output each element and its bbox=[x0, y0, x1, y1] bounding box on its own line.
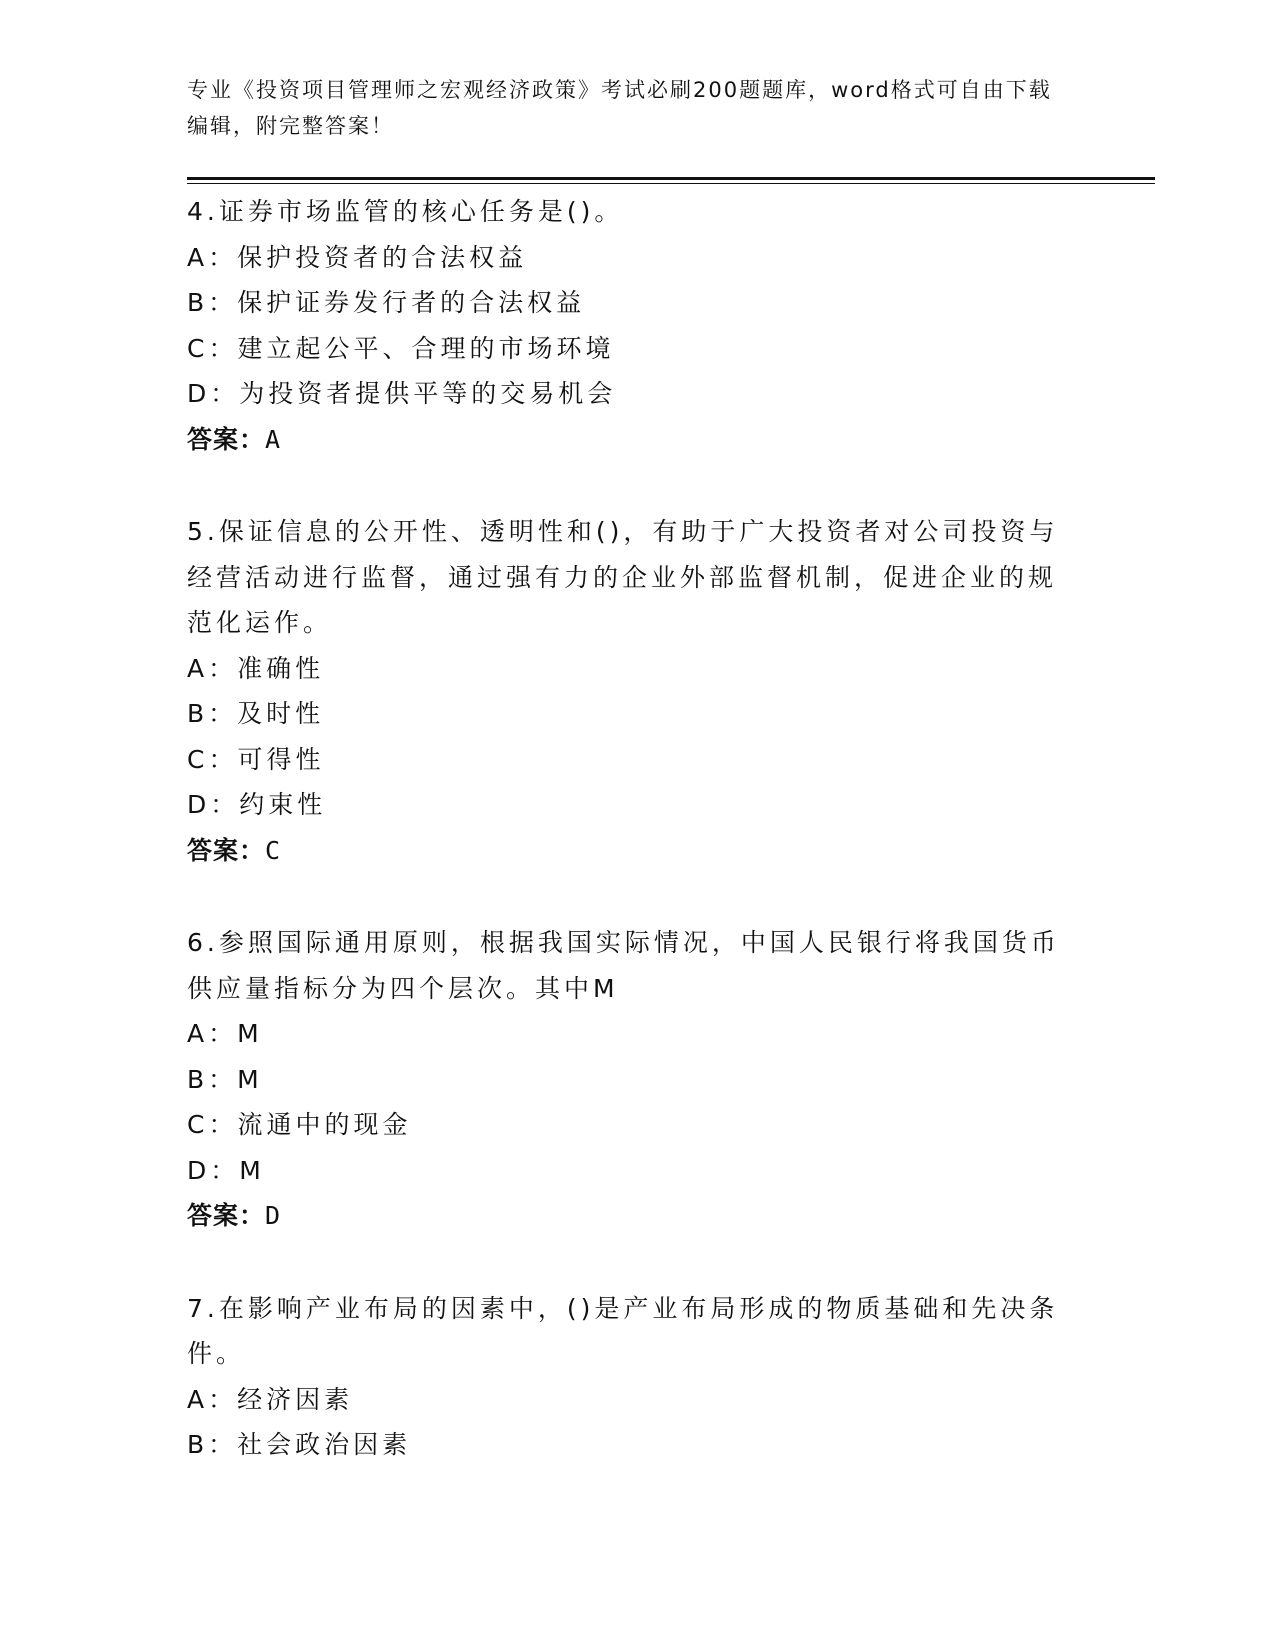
option-a: A：保护投资者的合法权益 bbox=[187, 242, 528, 272]
option-a: A：准确性 bbox=[187, 653, 325, 683]
question-list bbox=[187, 189, 1067, 1515]
question-7 bbox=[187, 1286, 1067, 1468]
option-b: B：M bbox=[187, 1064, 263, 1094]
option-d: D：M bbox=[187, 1155, 265, 1185]
option-a: A：M bbox=[187, 1019, 263, 1048]
option-b: B：及时性 bbox=[187, 699, 325, 728]
answer bbox=[187, 1193, 1067, 1239]
question-6 bbox=[187, 920, 1067, 1239]
option-b: B：保护证券发行者的合法权益 bbox=[187, 288, 586, 317]
option-c: C：可得性 bbox=[187, 744, 325, 774]
answer-value: A bbox=[265, 424, 282, 454]
option-c: C：建立起公平、合理的市场环境 bbox=[187, 333, 615, 363]
option-b: B：社会政治因素 bbox=[187, 1430, 412, 1459]
question-stem: 6.参照国际通用原则，根据我国实际情况，中国人民银行将我国货币供应量指标分为四个层次。其中M bbox=[187, 928, 1060, 1003]
answer-label: 答案： bbox=[187, 424, 266, 454]
document-header: 专业《投资项目管理师之宏观经济政策》考试必刷200题题库，word格式可自由下载编辑，附完整答案！ bbox=[187, 78, 1052, 138]
option-d: D：约束性 bbox=[187, 790, 327, 819]
question-stem: 7.在影响产业布局的因素中，()是产业布局形成的物质基础和先决条件。 bbox=[187, 1293, 1059, 1368]
answer-label: 答案： bbox=[187, 1201, 266, 1230]
option-a: A：经济因素 bbox=[187, 1384, 354, 1414]
question-5 bbox=[187, 509, 1067, 873]
answer bbox=[187, 828, 1067, 874]
answer bbox=[187, 417, 1067, 463]
option-d: D：为投资者提供平等的交易机会 bbox=[187, 379, 617, 408]
header-divider-thin bbox=[187, 183, 1155, 184]
question-4 bbox=[187, 189, 1067, 462]
question-stem: 4.证券市场监管的核心任务是()。 bbox=[187, 197, 624, 226]
answer-label: 答案： bbox=[187, 835, 266, 865]
question-stem: 5.保证信息的公开性、透明性和()，有助于广大投资者对公司投资与经营活动进行监督，通过强有力的企业外部监督机制，促进企业的规范化运作。 bbox=[187, 517, 1059, 637]
answer-value: D bbox=[265, 1201, 282, 1230]
header-divider-thick bbox=[187, 177, 1155, 180]
option-c: C：流通中的现金 bbox=[187, 1110, 412, 1139]
answer-value: C bbox=[265, 835, 282, 865]
